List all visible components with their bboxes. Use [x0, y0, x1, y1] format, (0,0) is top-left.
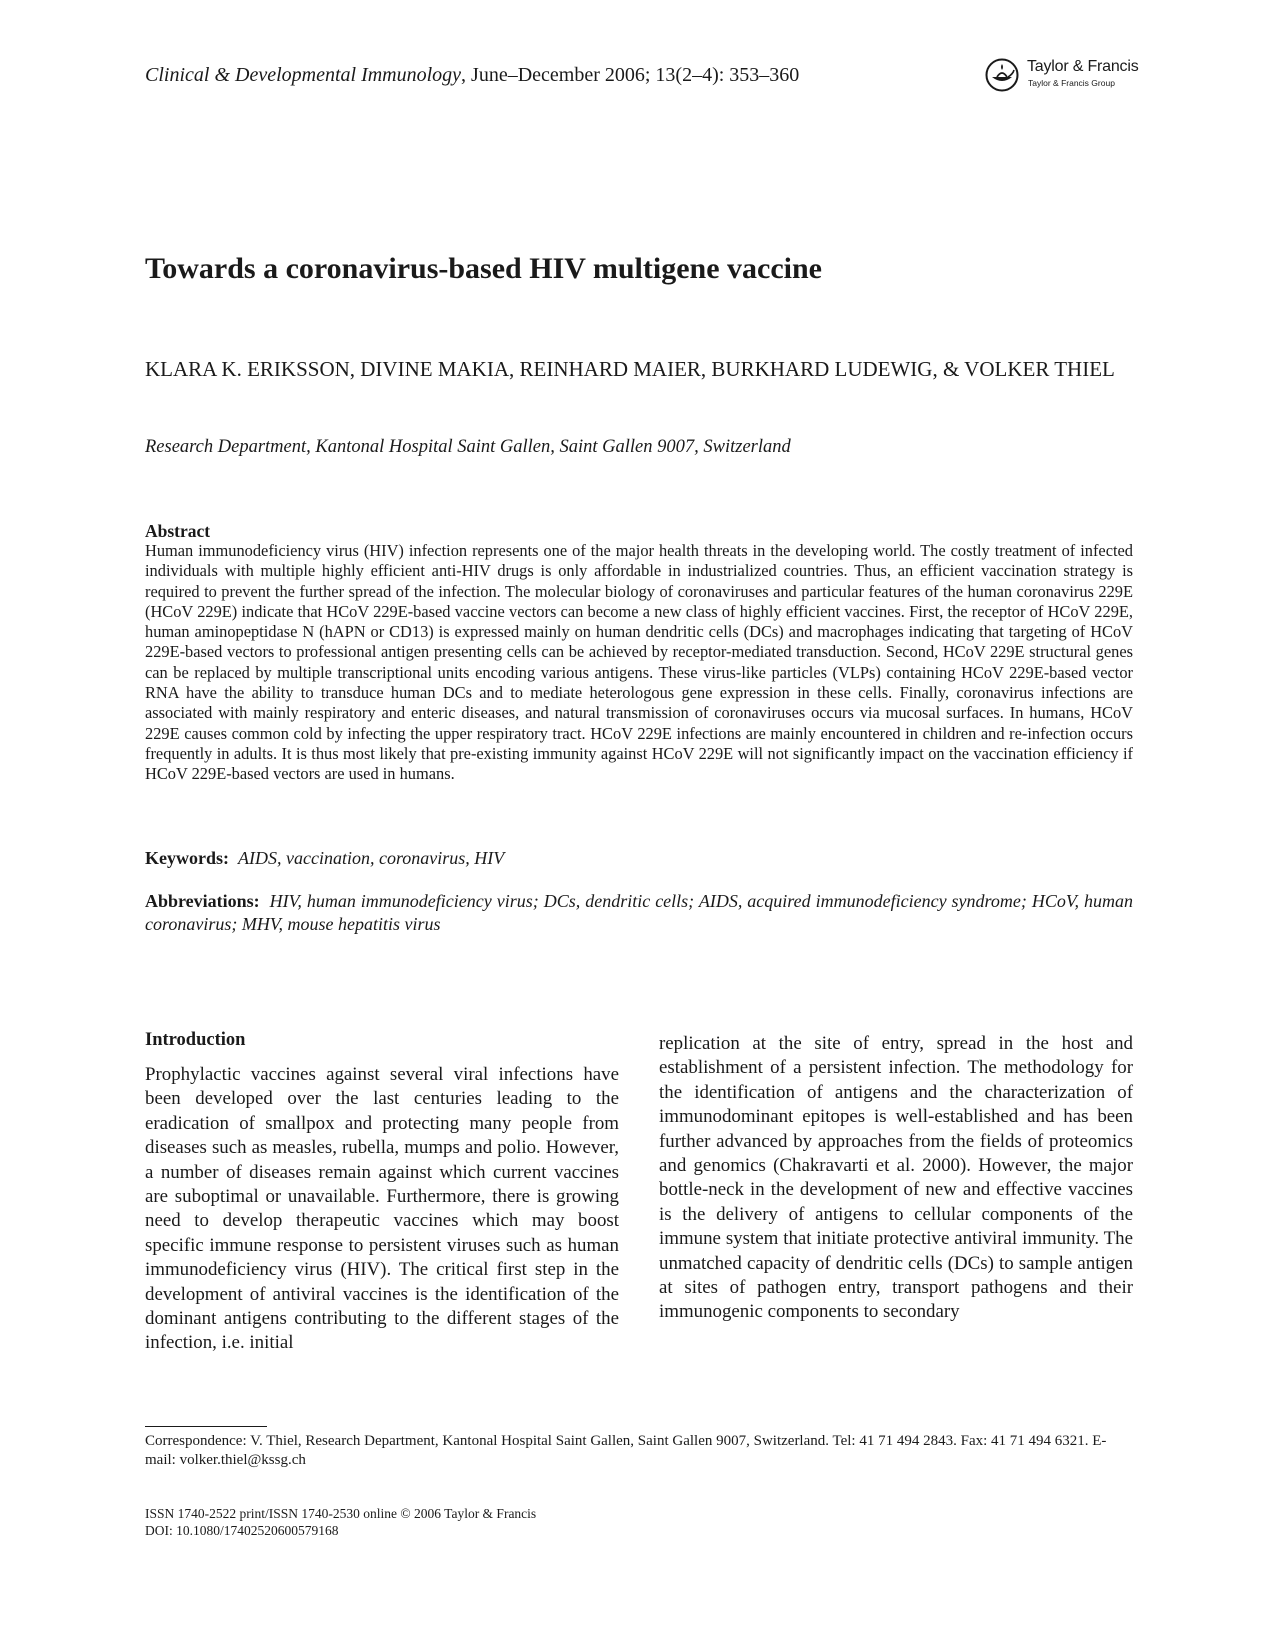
correspondence-footnote: Correspondence: V. Thiel, Research Department, Kantonal Hospital Saint Gallen, Saint Gallen 9007, Switzerland. Tel: 41 71 494 2843. Fax: 41 71 494 6321. E-mail: volker.thiel@kssg.ch — [145, 1433, 1107, 1468]
introduction-heading: Introduction — [145, 1030, 246, 1050]
abbreviations-label: Abbreviations: — [145, 891, 260, 911]
abstract-heading: Abstract — [145, 521, 211, 541]
journal-issue: , June–December 2006; 13(2–4): 353–360 — [461, 64, 800, 86]
article-authors: KLARA K. ERIKSSON, DIVINE MAKIA, REINHARD MAIER, BURKHARD LUDEWIG, & VOLKER THIEL — [145, 357, 1115, 381]
publisher-group: Taylor & Francis Group — [1028, 78, 1115, 88]
abbreviations-value: HIV, human immunodeficiency virus; DCs, dendritic cells; AIDS, acquired immunodeficiency syndrome; HCoV, human coronavirus; MHV, mouse hepatitis virus — [145, 891, 1134, 934]
body-column-right — [659, 1032, 1133, 1325]
keywords-label: Keywords: — [145, 848, 229, 868]
doi-line: DOI: 10.1080/17402520600579168 — [145, 1523, 339, 1538]
abbreviations — [145, 890, 1133, 936]
publisher-name: Taylor & Francis — [1027, 58, 1139, 75]
keywords-value: AIDS, vaccination, coronavirus, HIV — [238, 848, 505, 868]
keywords — [145, 846, 504, 870]
taylor-francis-lamp-icon — [985, 58, 1019, 92]
issn-line: ISSN 1740-2522 print/ISSN 1740-2530 online © 2006 Taylor & Francis — [145, 1506, 537, 1521]
journal-citation — [145, 62, 799, 88]
body-column-left — [145, 1028, 619, 1356]
footnote-divider — [145, 1426, 267, 1427]
author-affiliation: Research Department, Kantonal Hospital Saint Gallen, Saint Gallen 9007, Switzerland — [145, 437, 791, 457]
issn-doi-block — [145, 1505, 536, 1539]
introduction-paragraph-right: replication at the site of entry, spread in the host and establishment of a persistent infection. The methodology for the identification of antigens and the characterization of immunodominant epitopes is well-established and has been further advanced by approaches from the fields of proteomics and genomics (Chakravarti et al. 2000). However, the major bottle-neck in the development of new and effective vaccines is the delivery of antigens to cellular components of the immune system that initiate protective antiviral immunity. The unmatched capacity of dendritic cells (DCs) to sample antigen at sites of pathogen entry, transport pathogens and their immunogenic components to secondary — [659, 1033, 1133, 1323]
publisher-logo — [985, 56, 1145, 96]
introduction-paragraph-left: Prophylactic vaccines against several viral infections have been developed over the last centuries leading to the eradication of smallpox and protecting many people from diseases such as measles, rubella, mumps and polio. However, a number of diseases remain against which current vaccines are suboptimal or unavailable. Furthermore, there is growing need to develop therapeutic vaccines which may boost specific immune response to persistent viruses such as human immunodeficiency virus (HIV). The critical first step in the development of antiviral vaccines is the identification of the dominant antigens contributing to the different stages of the infection, i.e. initial — [145, 1064, 619, 1354]
journal-name: Clinical & Developmental Immunology — [145, 64, 462, 86]
abstract-text: Human immunodeficiency virus (HIV) infection represents one of the major health threats in the developing world. The costly treatment of infected individuals with multiple highly efficient anti-HIV drugs is only affordable in industrialized countries. Thus, an efficient vaccination strategy is required to prevent the further spread of the infection. The molecular biology of coronaviruses and particular features of the human coronavirus 229E (HCoV 229E) indicate that HCoV 229E-based vaccine vectors can become a new class of highly efficient vaccines. First, the receptor of HCoV 229E, human aminopeptidase N (hAPN or CD13) is expressed mainly on human dendritic cells (DCs) and macrophages indicating that targeting of HCoV 229E-based vectors to professional antigen presenting cells can be achieved by receptor-mediated transduction. Second, HCoV 229E structural genes can be replaced by multiple transcriptional units encoding various antigens. These virus-like particles (VLPs) containing HCoV 229E-based vector RNA have the ability to transduce human DCs and to mediate heterologous gene expression in these cells. Finally, coronavirus infections are associated with mainly respiratory and enteric diseases, and natural transmission of coronaviruses occurs via mucosal surfaces. In humans, HCoV 229E causes common cold by infecting the upper respiratory tract. HCoV 229E infections are mainly encountered in children and re-infection occurs frequently in adults. It is thus most likely that pre-existing immunity against HCoV 229E will not significantly impact on the vaccination efficiency if HCoV 229E-based vectors are used in humans. — [145, 541, 1133, 784]
article-title: Towards a coronavirus-based HIV multigene vaccine — [145, 252, 822, 285]
